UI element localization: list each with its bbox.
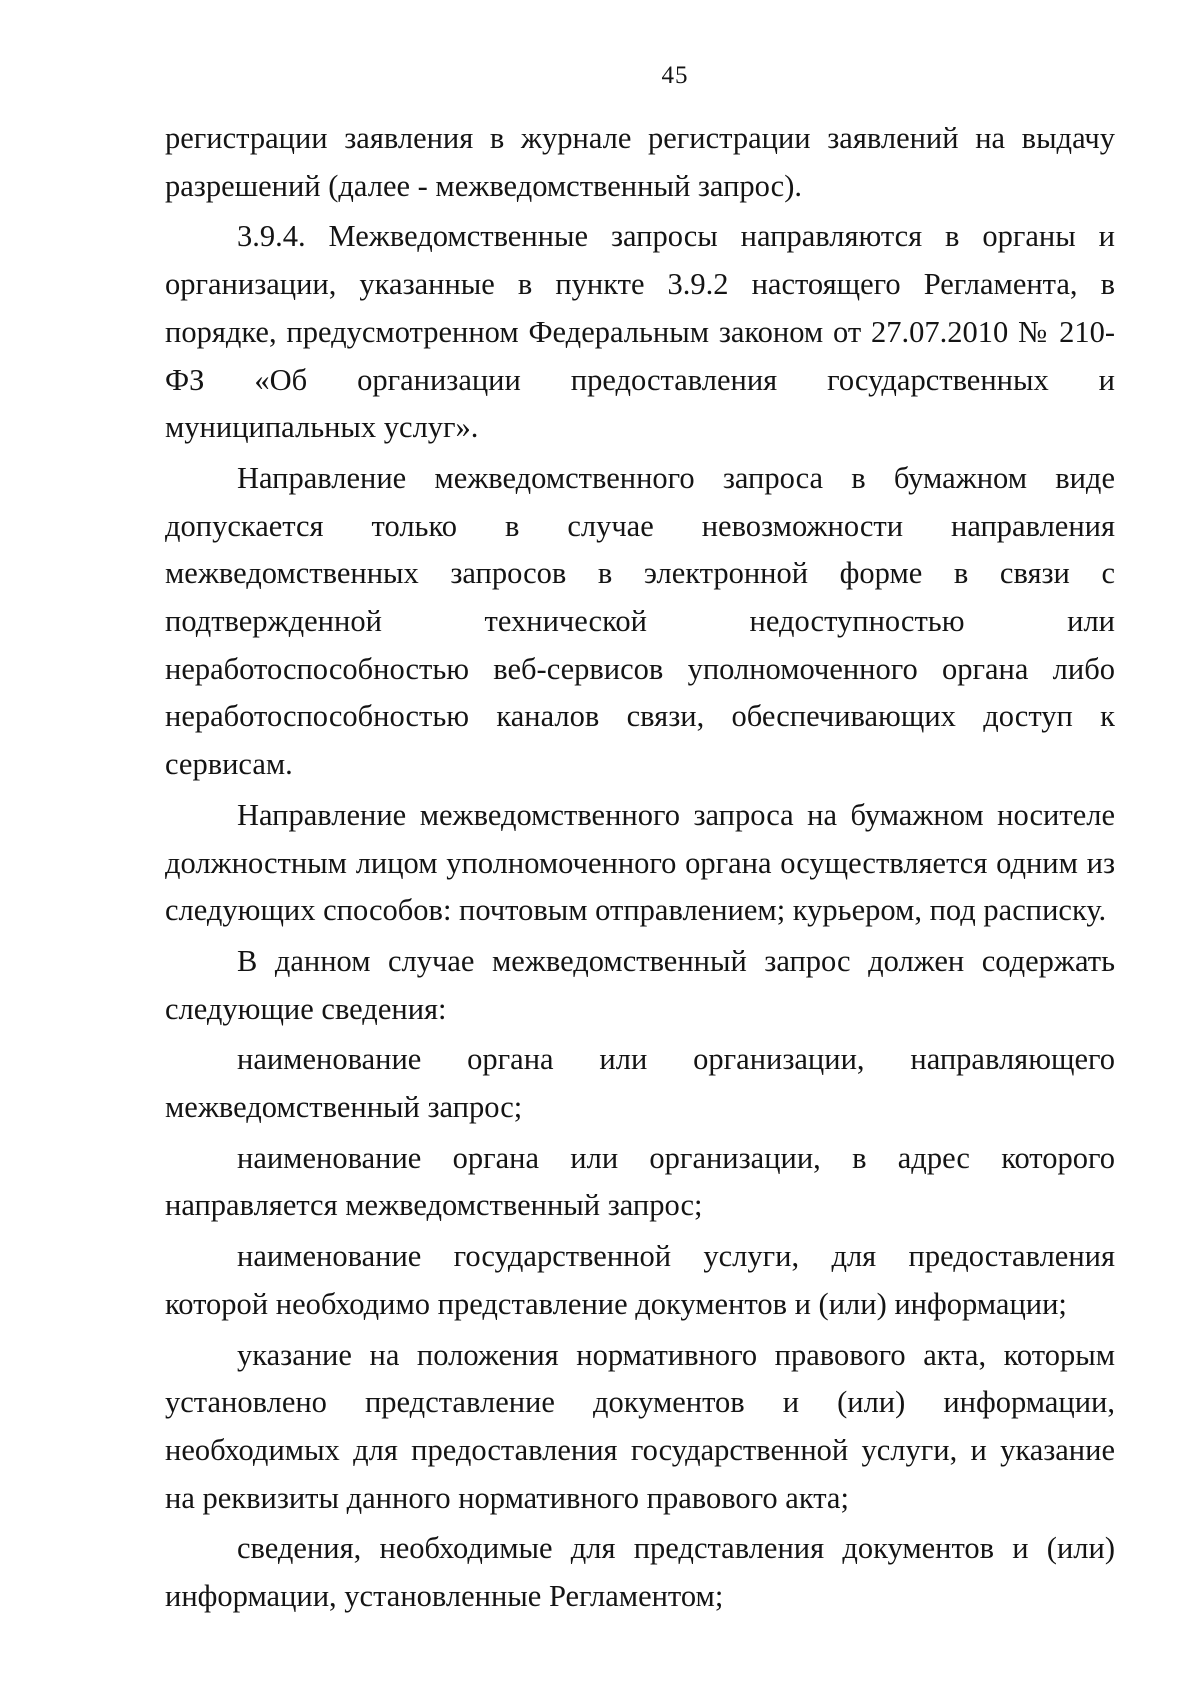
list-item-3: наименование государственной услуги, для предоставления которой необходимо представление документов и (или) информации; [165, 1239, 1115, 1321]
paragraph-1: регистрации заявления в журнале регистрации заявлений на выдачу разрешений (далее - межведомственный запрос). [165, 121, 1115, 203]
paragraph-2: 3.9.4. Межведомственные запросы направляются в органы и организации, указанные в пункте 3.9.2 настоящего Регламента, в порядке, предусмотренном Федеральным законом от 27.07.2010 № 210-ФЗ «Об организации предоставления государственных и муниципальных услуг». [165, 219, 1115, 445]
list-item-4: указание на положения нормативного правового акта, которым установлено представление документов и (или) информации, необходимых для предоставления государственной услуги, и указание на реквизиты данного нормативного правового акта; [165, 1337, 1115, 1515]
document-body [165, 112, 1115, 1621]
list-item-1: наименование органа или организации, направляющего межведомственный запрос; [165, 1042, 1115, 1125]
paragraph-5: В данном случае межведомственный запрос должен содержать следующие сведения: [165, 943, 1115, 1026]
list-item-2: наименование органа или организации, в адрес которого направляется межведомственный запрос; [165, 1140, 1115, 1223]
paragraph-3: Направление межведомственного запроса в бумажном виде допускается только в случае невозможности направления межведомственных запросов в электронной форме в связи с подтвержденной технической недоступностью или неработоспособностью веб-сервисов уполномоченного органа либо неработоспособностью каналов связи, обеспечивающих доступ к сервисам. [165, 460, 1115, 782]
paragraph-4: Направление межведомственного запроса на бумажном носителе должностным лицом уполномоченного органа осуществляется одним из следующих способов: почтовым отправлением; курьером, под расписку. [165, 797, 1115, 928]
page-number: 45 [661, 62, 689, 89]
list-item-5: сведения, необходимые для представления документов и (или) информации, установленные Регламентом; [165, 1531, 1115, 1614]
